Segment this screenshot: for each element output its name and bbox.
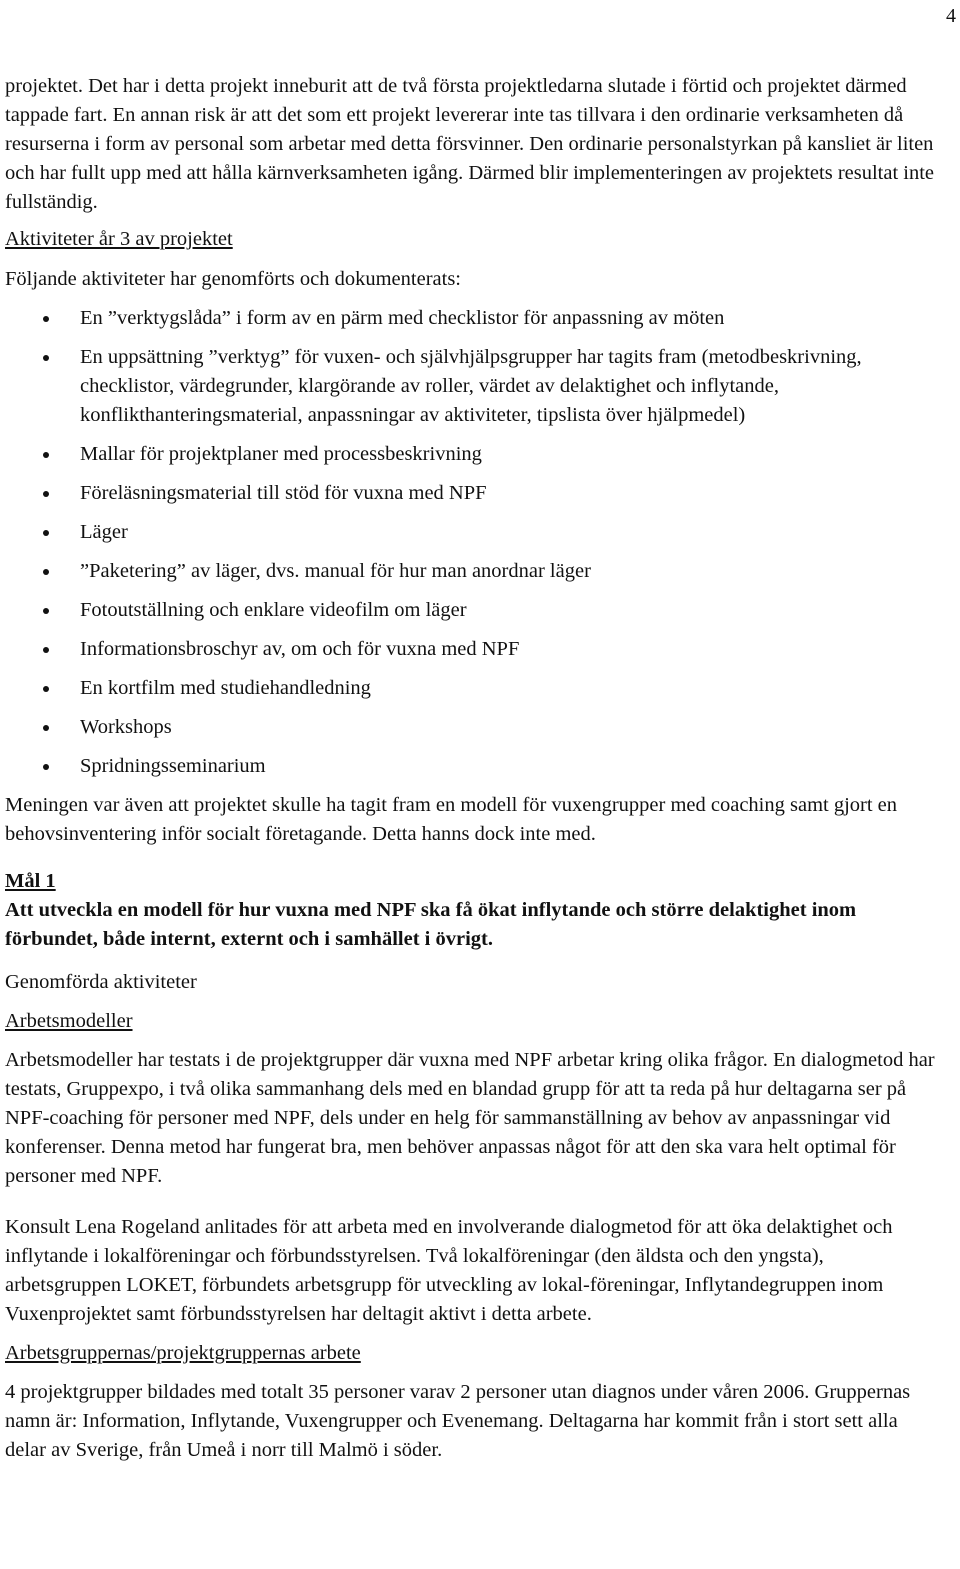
activities-heading: Aktiviteter år 3 av projektet bbox=[5, 228, 233, 250]
activities-lead: Följande aktiviteter har genomförts och dokumenterats: bbox=[5, 268, 461, 290]
document-body bbox=[5, 72, 937, 1465]
goal-1-text: Att utveckla en modell för hur vuxna med NPF ska få ökat inflytande och större delaktighet inom förbundet, både internt, externt och i samhället i övrigt. bbox=[5, 899, 857, 950]
consultant-paragraph: Konsult Lena Rogeland anlitades för att arbeta med en involverande dialogmetod för att öka delaktighet och inflytande i lokalföreningar och förbundsstyrelsen. Två lokalföreningar (den äldsta och den yngsta), arbetsgruppen LOKET, förbundets arbetsgrupp för utveckling av lokal-föreningar, Inflytandegruppen inom Vuxenprojektet samt förbundsstyrelsen har deltagit aktivt i detta arbete. bbox=[5, 1216, 893, 1325]
list-item: Workshops bbox=[5, 713, 937, 742]
work-models-paragraph: Arbetsmodeller har testats i de projektgrupper där vuxna med NPF arbetar kring olika frågor. En dialogmetod har testats, Gruppexpo, i två olika sammanhang dels med en blandad grupp för att ta reda på hur deltagarna ser på NPF-coaching för personer med NPF, dels under en helg för sammanställning av behov av anpassningar vid konferenser. Denna metod har fungerat bra, men behöver anpassas något för att den ska vara helt optimal för personer med NPF. bbox=[5, 1049, 935, 1187]
activities-list bbox=[5, 304, 937, 781]
activities-closing: Meningen var även att projektet skulle ha tagit fram en modell för vuxengrupper med coaching samt gjort en behovsinventering inför socialt företagande. Detta hanns dock inte med. bbox=[5, 794, 898, 845]
work-models-heading: Arbetsmodeller bbox=[5, 1010, 133, 1032]
list-item: Informationsbroschyr av, om och för vuxna med NPF bbox=[5, 635, 937, 664]
list-item: Mallar för projektplaner med processbeskrivning bbox=[5, 440, 937, 469]
page-number: 4 bbox=[946, 5, 956, 27]
list-item: En ”verktygslåda” i form av en pärm med checklistor för anpassning av möten bbox=[5, 304, 937, 333]
groups-heading: Arbetsgruppernas/projektgruppernas arbete bbox=[5, 1342, 361, 1364]
list-item: Spridningsseminarium bbox=[5, 752, 937, 781]
list-item: ”Paketering” av läger, dvs. manual för hur man anordnar läger bbox=[5, 557, 937, 586]
list-item: Föreläsningsmaterial till stöd för vuxna med NPF bbox=[5, 479, 937, 508]
completed-activities-heading: Genomförda aktiviteter bbox=[5, 971, 197, 993]
list-item: En uppsättning ”verktyg” för vuxen- och självhjälpsgrupper har tagits fram (metodbeskrivning, checklistor, värdegrunder, klargörande av roller, värdet av delaktighet och inflytande, konflikthanteringsmaterial, anpassningar av aktiviteter, tipslista över hjälpmedel) bbox=[5, 343, 937, 430]
list-item: Fotoutställning och enklare videofilm om läger bbox=[5, 596, 937, 625]
intro-paragraph: projektet. Det har i detta projekt inneburit att de två första projektledarna slutade i förtid och projektet därmed tappade fart. En annan risk är att det som ett projekt levererar inte tas tillvara i den ordinarie verksamheten då resurserna i form av personal som arbetar med detta försvinner. Den ordinarie personalstyrkan på kansliet är liten och har fullt upp med att hålla kärnverksamheten igång. Därmed blir implementeringen av projektets resultat inte fullständig. bbox=[5, 75, 935, 213]
list-item: Läger bbox=[5, 518, 937, 547]
goal-1-title: Mål 1 bbox=[5, 870, 56, 892]
groups-paragraph: 4 projektgrupper bildades med totalt 35 personer varav 2 personer utan diagnos under våren 2006. Gruppernas namn är: Information, Inflytande, Vuxengrupper och Evenemang. Deltagarna har kommit från i stort sett alla delar av Sverige, från Umeå i norr till Malmö i söder. bbox=[5, 1381, 911, 1461]
list-item: En kortfilm med studiehandledning bbox=[5, 674, 937, 703]
